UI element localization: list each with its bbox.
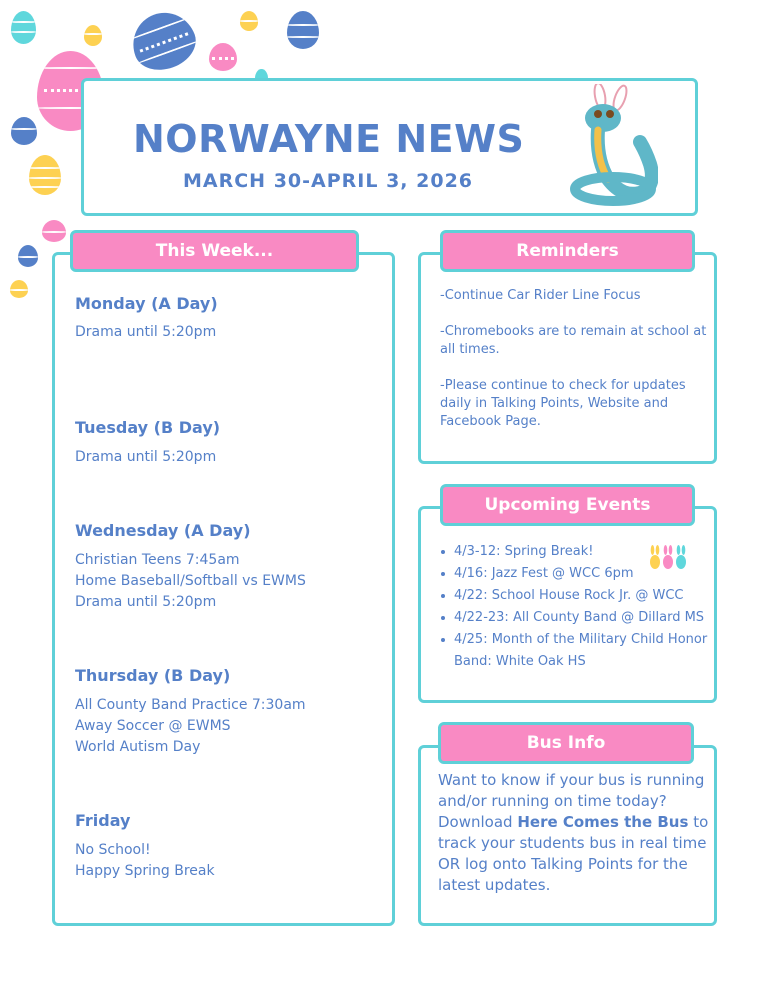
day-title-monday: Monday (A Day): [75, 294, 218, 313]
easter-egg-icon: [240, 11, 258, 31]
this-week-heading: This Week...: [70, 230, 359, 272]
event-item: 4/3-12: Spring Break!: [440, 541, 712, 563]
reminder-item: -Continue Car Rider Line Focus: [440, 288, 641, 303]
event-item: 4/22-23: All County Band @ Dillard MS: [440, 607, 712, 629]
snake-with-bunny-ears-icon: [568, 84, 658, 208]
bus-info-heading: Bus Info: [438, 722, 694, 764]
upcoming-events-heading: Upcoming Events: [440, 484, 695, 526]
easter-egg-icon: [11, 11, 36, 44]
day-title-thursday: Thursday (B Day): [75, 666, 231, 685]
day-events-wednesday: Christian Teens 7:45am Home Baseball/Softball vs EWMS Drama until 5:20pm: [75, 552, 306, 610]
day-title-wednesday: Wednesday (A Day): [75, 521, 251, 540]
reminder-item: -Please continue to check for updates daily in Talking Points, Website and Facebook Page.: [440, 378, 686, 429]
event-item: 4/25: Month of the Military Child Honor Band: White Oak HS: [440, 629, 712, 673]
bus-app-name: Here Comes the Bus: [517, 813, 689, 831]
easter-egg-icon: [11, 117, 37, 145]
event-item: 4/16: Jazz Fest @ WCC 6pm: [440, 563, 712, 585]
easter-egg-icon: [84, 25, 102, 46]
day-title-tuesday: Tuesday (B Day): [75, 418, 221, 437]
easter-egg-icon: [42, 220, 66, 242]
day-title-friday: Friday: [75, 811, 131, 830]
newsletter-date-range: MARCH 30-APRIL 3, 2026: [183, 170, 474, 192]
easter-egg-icon: [287, 11, 319, 49]
day-events-monday: Drama until 5:20pm: [75, 324, 217, 340]
easter-egg-icon: [124, 4, 202, 78]
newsletter-title: NORWAYNE NEWS: [133, 117, 525, 161]
easter-egg-icon: [29, 155, 61, 195]
easter-egg-icon: [10, 280, 28, 298]
event-item: 4/22: School House Rock Jr. @ WCC: [440, 585, 712, 607]
easter-egg-icon: [209, 43, 237, 71]
day-events-tuesday: Drama until 5:20pm: [75, 449, 217, 465]
reminder-item: -Chromebooks are to remain at school at all times.: [440, 324, 707, 357]
bus-info-text: Want to know if your bus is running and/or running on time today? Download Here Comes the Bus to track your students bus in real time OR log onto Talking Points for the latest updates.: [438, 771, 709, 894]
bunny-peeps-icon: [649, 545, 687, 569]
reminders-heading: Reminders: [440, 230, 695, 272]
easter-egg-icon: [18, 245, 38, 267]
day-events-thursday: All County Band Practice 7:30am Away Soccer @ EWMS World Autism Day: [75, 697, 306, 755]
day-events-friday: No School! Happy Spring Break: [75, 842, 215, 879]
